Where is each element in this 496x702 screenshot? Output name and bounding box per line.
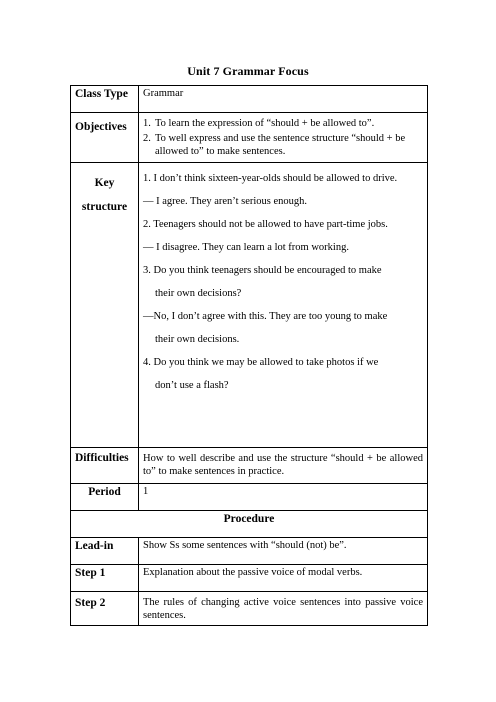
step-value: Explanation about the passive voice of modal verbs. [139,565,428,592]
key-structure-cell [139,163,428,448]
document-title: Unit 7 Grammar Focus [187,64,309,78]
objective-text: To learn the expression of “should + be allowed to”. [155,118,375,129]
difficulties-value: How to well describe and use the structure “should + be allowed to” to make sentences in practice. [139,448,428,484]
objective-number: 1. [143,118,151,129]
objectives-list [143,117,423,158]
key-structure-line: 3. Do you think teenagers should be encouraged to make [143,265,382,276]
row-key-structure [71,163,428,448]
objectives-label: Objectives [71,113,139,163]
step-value: The rules of changing active voice sentences into passive voice sentences. [139,592,428,626]
row-step [71,538,428,565]
objective-item [143,132,423,158]
difficulties-label: Difficulties [71,448,139,484]
class-type-label: Class Type [71,86,139,113]
objective-item [143,117,423,130]
row-step [71,592,428,626]
key-structure-line: their own decisions. [155,334,240,345]
class-type-value: Grammar [139,86,428,113]
objective-number: 2. [143,133,151,144]
row-class-type [71,86,428,113]
step-label: Step 1 [71,565,139,592]
key-structure-line: don’t use a flash? [155,380,229,391]
key-structure-label [71,163,139,448]
step-label: Step 2 [71,592,139,626]
period-value: 1 [139,484,428,511]
key-structure-line: — I disagree. They can learn a lot from working. [143,242,349,253]
row-difficulties [71,448,428,484]
objectives-cell [139,113,428,163]
row-procedure [71,511,428,538]
period-label: Period [71,484,139,511]
key-structure-line: 1. I don’t think sixteen-year-olds should be allowed to drive. [143,173,398,184]
step-value: Show Ss some sentences with “should (not) be”. [139,538,428,565]
key-structure-label-line1: Key [94,177,115,189]
key-structure-line: 4. Do you think we may be allowed to take photos if we [143,357,379,368]
objective-text: To well express and use the sentence structure “should + be allowed to” to make sentences. [155,133,406,157]
row-step [71,565,428,592]
lesson-plan-table [70,85,428,626]
procedure-heading: Procedure [71,511,428,538]
key-structure-label-line2: structure [81,201,128,213]
key-structure-line: — I agree. They aren’t serious enough. [143,196,308,207]
key-structure-line: 2. Teenagers should not be allowed to have part-time jobs. [143,219,388,230]
row-period [71,484,428,511]
key-structure-line: their own decisions? [155,288,242,299]
step-label: Lead-in [71,538,139,565]
row-objectives [71,113,428,163]
key-structure-line: —No, I don’t agree with this. They are too young to make [143,311,388,322]
